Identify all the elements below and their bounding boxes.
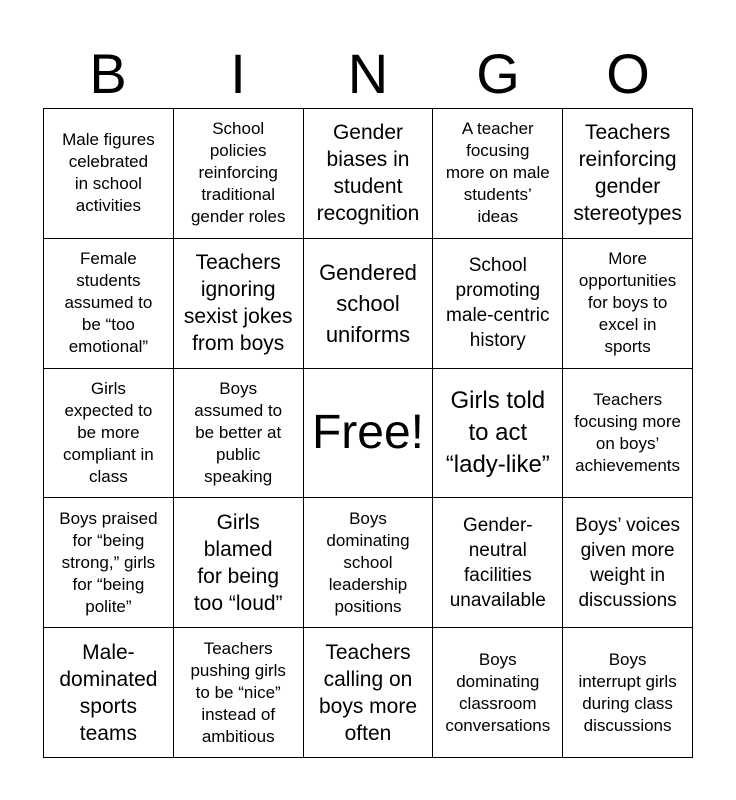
bingo-cell-free[interactable] (304, 369, 434, 499)
cell-text: Female students assumed to be “too emotional” (64, 249, 153, 357)
bingo-cell-r1c4[interactable] (433, 109, 563, 239)
cell-text: Teachers ignoring sexist jokes from boys (183, 251, 293, 356)
bingo-cell-r3c1[interactable] (44, 369, 174, 499)
cell-text: Teachers focusing more on boys’ achievements (574, 389, 681, 475)
cell-text: Gender- neutral facilities unavailable (449, 514, 546, 611)
bingo-cell-r2c5[interactable] (563, 239, 693, 369)
bingo-cell-r5c5[interactable] (563, 628, 693, 758)
cell-text: Boys dominating school leadership positions (326, 508, 410, 616)
cell-text: Girls expected to be more compliant in class (63, 378, 154, 486)
bingo-cell-r2c2[interactable] (174, 239, 304, 369)
bingo-cell-r4c1[interactable] (44, 498, 174, 628)
cell-text: Boys’ voices given more weight in discussions (575, 514, 681, 611)
header-letter-b: B (89, 42, 127, 105)
bingo-cell-r4c3[interactable] (304, 498, 434, 628)
bingo-cell-r4c4[interactable] (433, 498, 563, 628)
bingo-cell-r2c3[interactable] (304, 239, 434, 369)
cell-text: Teachers pushing girls to be “nice” instead of ambitious (190, 638, 286, 746)
cell-text: Boys dominating classroom conversations (445, 649, 551, 735)
bingo-cell-r5c2[interactable] (174, 628, 304, 758)
bingo-header (43, 40, 693, 108)
cell-text: Boys praised for “being strong,” girls for “being polite” (59, 508, 158, 616)
bingo-cell-r1c5[interactable] (563, 109, 693, 239)
bingo-cell-r1c1[interactable] (44, 109, 174, 239)
header-letter-o: O (606, 42, 650, 105)
bingo-cell-r4c2[interactable] (174, 498, 304, 628)
cell-text: School promoting male-centric history (446, 255, 550, 352)
cell-text: Teachers reinforcing gender stereotypes (573, 121, 682, 226)
cell-text: Gender biases in student recognition (316, 121, 420, 226)
free-space-text: Free! (311, 405, 424, 459)
cell-text: Male figures celebrated in school activities (62, 130, 155, 216)
bingo-cell-r2c4[interactable] (433, 239, 563, 369)
cell-text: School policies reinforcing traditional gender roles (190, 119, 286, 227)
bingo-cell-r2c1[interactable] (44, 239, 174, 369)
cell-text: Girls blamed for being too “loud” (193, 510, 283, 615)
bingo-cell-r3c5[interactable] (563, 369, 693, 499)
cell-text: More opportunities for boys to excel in sports (578, 249, 677, 357)
cell-text: Boys assumed to be better at public speaking (194, 378, 283, 486)
bingo-cell-r4c5[interactable] (563, 498, 693, 628)
bingo-cell-r3c2[interactable] (174, 369, 304, 499)
bingo-cell-r5c3[interactable] (304, 628, 434, 758)
cell-text: Gendered school uniforms (319, 259, 417, 347)
header-letter-i: I (230, 42, 246, 105)
bingo-cell-r5c4[interactable] (433, 628, 563, 758)
cell-text: Girls told to act “lady-like” (445, 386, 550, 478)
header-letter-n: N (347, 42, 389, 105)
bingo-cell-r1c2[interactable] (174, 109, 304, 239)
bingo-cell-r1c3[interactable] (304, 109, 434, 239)
header-letter-g: G (476, 42, 520, 105)
cell-text: A teacher focusing more on male students’ ideas (445, 119, 550, 227)
bingo-cell-r3c4[interactable] (433, 369, 563, 499)
bingo-grid (43, 108, 693, 758)
bingo-cell-r5c1[interactable] (44, 628, 174, 758)
cell-text: Teachers calling on boys more often (318, 640, 418, 745)
cell-text: Boys interrupt girls during class discussions (578, 649, 677, 735)
cell-text: Male- dominated sports teams (59, 640, 158, 745)
